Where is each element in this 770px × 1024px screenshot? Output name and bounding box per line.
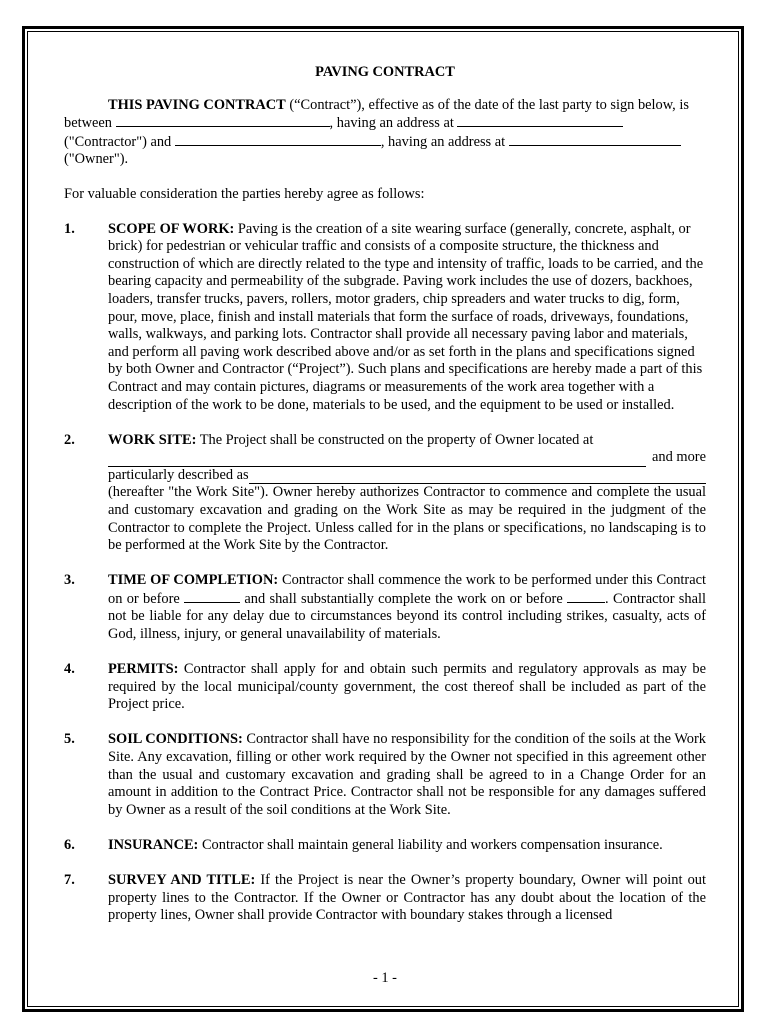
document-page [64, 64, 706, 942]
section-heading: SURVEY AND TITLE: [108, 871, 256, 888]
section-number: 4. [64, 661, 75, 678]
property-description-blank[interactable] [249, 470, 706, 484]
section-heading: TIME OF COMPLETION: [108, 572, 279, 589]
consideration-text: For valuable consideration the parties hereby agree as follows: [64, 185, 425, 202]
start-date-blank[interactable] [184, 590, 240, 603]
owner-address-blank[interactable] [509, 133, 681, 146]
page-number: - 1 - [373, 970, 397, 986]
section-number: 3. [64, 572, 75, 589]
section-work-site: 2. WORK SITE: The Project shall be constructed on the property of Owner located at and more particularly described as (hereafter "the Work Site"). Owner hereby authorizes Contractor to commence and complete the usual and customary excavation and grading on the Work Site as may be required in the judgment of the Contractor to complete the Project. Unless called for in the plans or specifications, no landscaping is to be performed at the Work Site by the Contractor. [64, 431, 706, 554]
owner-name-blank[interactable] [175, 133, 381, 146]
section-scope-of-work: 1. SCOPE OF WORK: Paving is the creation of a site wearing surface (generally, concrete, asphalt, or brick) for pedestrian or vehicular traffic and consists of a composite structure, the thickness and construction of which are directly related to the type and intensity of traffic, loads to be carried, and the bearing capacity and permeability of the subgrade. Paving work includes the use of dozers, backhoes, loaders, transfer trucks, pavers, rollers, motor graders, chip spreaders and water trucks to dig, form, pour, move, place, finish and install materials that form the surface of roads, driveways, foundations, walls, walkways, and parking lots. Contractor shall provide all necessary paving labor and materials, and perform all paving work described above and/or as set forth in the plans and specifications signed by both Owner and Contractor (“Project”). Such plans and specifications are hereby made a part of this Contract and may contain pictures, diagrams or measurements of the work area together with a description of the work to be done, materials to be used, and the equipment to be used or installed. [64, 220, 704, 413]
section-survey-and-title: 7. SURVEY AND TITLE: If the Project is near the Owner’s property boundary, Owner will point out property lines to the Contractor. If the Owner or Contractor has any doubt about the location of the property lines, Owner shall provide Contractor with boundary stakes through a licensed [64, 871, 706, 924]
section-heading: PERMITS: [108, 661, 179, 678]
contractor-name-blank[interactable] [116, 114, 330, 127]
section-permits: 4. PERMITS: Contractor shall apply for and obtain such permits and regulatory approvals as may be required by the local municipal/county government, the cost thereof shall be included as part of the Project price. [64, 661, 706, 713]
section-number: 6. [64, 836, 75, 853]
section-number: 5. [64, 731, 75, 748]
section-number: 7. [64, 871, 75, 888]
section-heading: SOIL CONDITIONS: [108, 731, 243, 748]
section-number: 1. [64, 220, 75, 237]
section-heading: SCOPE OF WORK: [108, 220, 235, 237]
completion-date-blank[interactable] [567, 590, 605, 603]
contractor-address-blank[interactable] [457, 114, 623, 127]
section-number: 2. [64, 431, 75, 448]
section-soil-conditions: 5. SOIL CONDITIONS: Contractor shall have no responsibility for the condition of the soils at the Work Site. Any excavation, filling or other work required by the Owner not specified in this agreement other than the usual and customary excavation and grading shall be agreed to in a Change Order for an amount in addition to the Contract Price. Contractor shall not be responsible for any damages suffered by Owner as a result of the soil conditions at the Work Site. [64, 731, 706, 818]
intro-lead: THIS PAVING CONTRACT [108, 96, 286, 113]
document-title: PAVING CONTRACT [315, 64, 455, 80]
section-time-of-completion: 3. TIME OF COMPLETION: Contractor shall commence the work to be performed under this Contract on or before and shall substantially complete the work on or before . Contractor shall not be liable for any delay due to circumstances beyond its control including strikes, casualty, acts of God, illness, injury, or general unavailability of materials. [64, 572, 706, 643]
section-heading: WORK SITE: [108, 431, 197, 448]
intro-paragraph: THIS PAVING CONTRACT (“Contract”), effective as of the date of the last party to sign below, is between , having an address at ("Contractor") and , having an address at ("Owner"). [64, 96, 689, 168]
property-location-blank[interactable] [108, 453, 646, 467]
section-insurance: 6. INSURANCE: Contractor shall maintain general liability and workers compensation insurance. [64, 836, 663, 853]
section-heading: INSURANCE: [108, 836, 199, 853]
